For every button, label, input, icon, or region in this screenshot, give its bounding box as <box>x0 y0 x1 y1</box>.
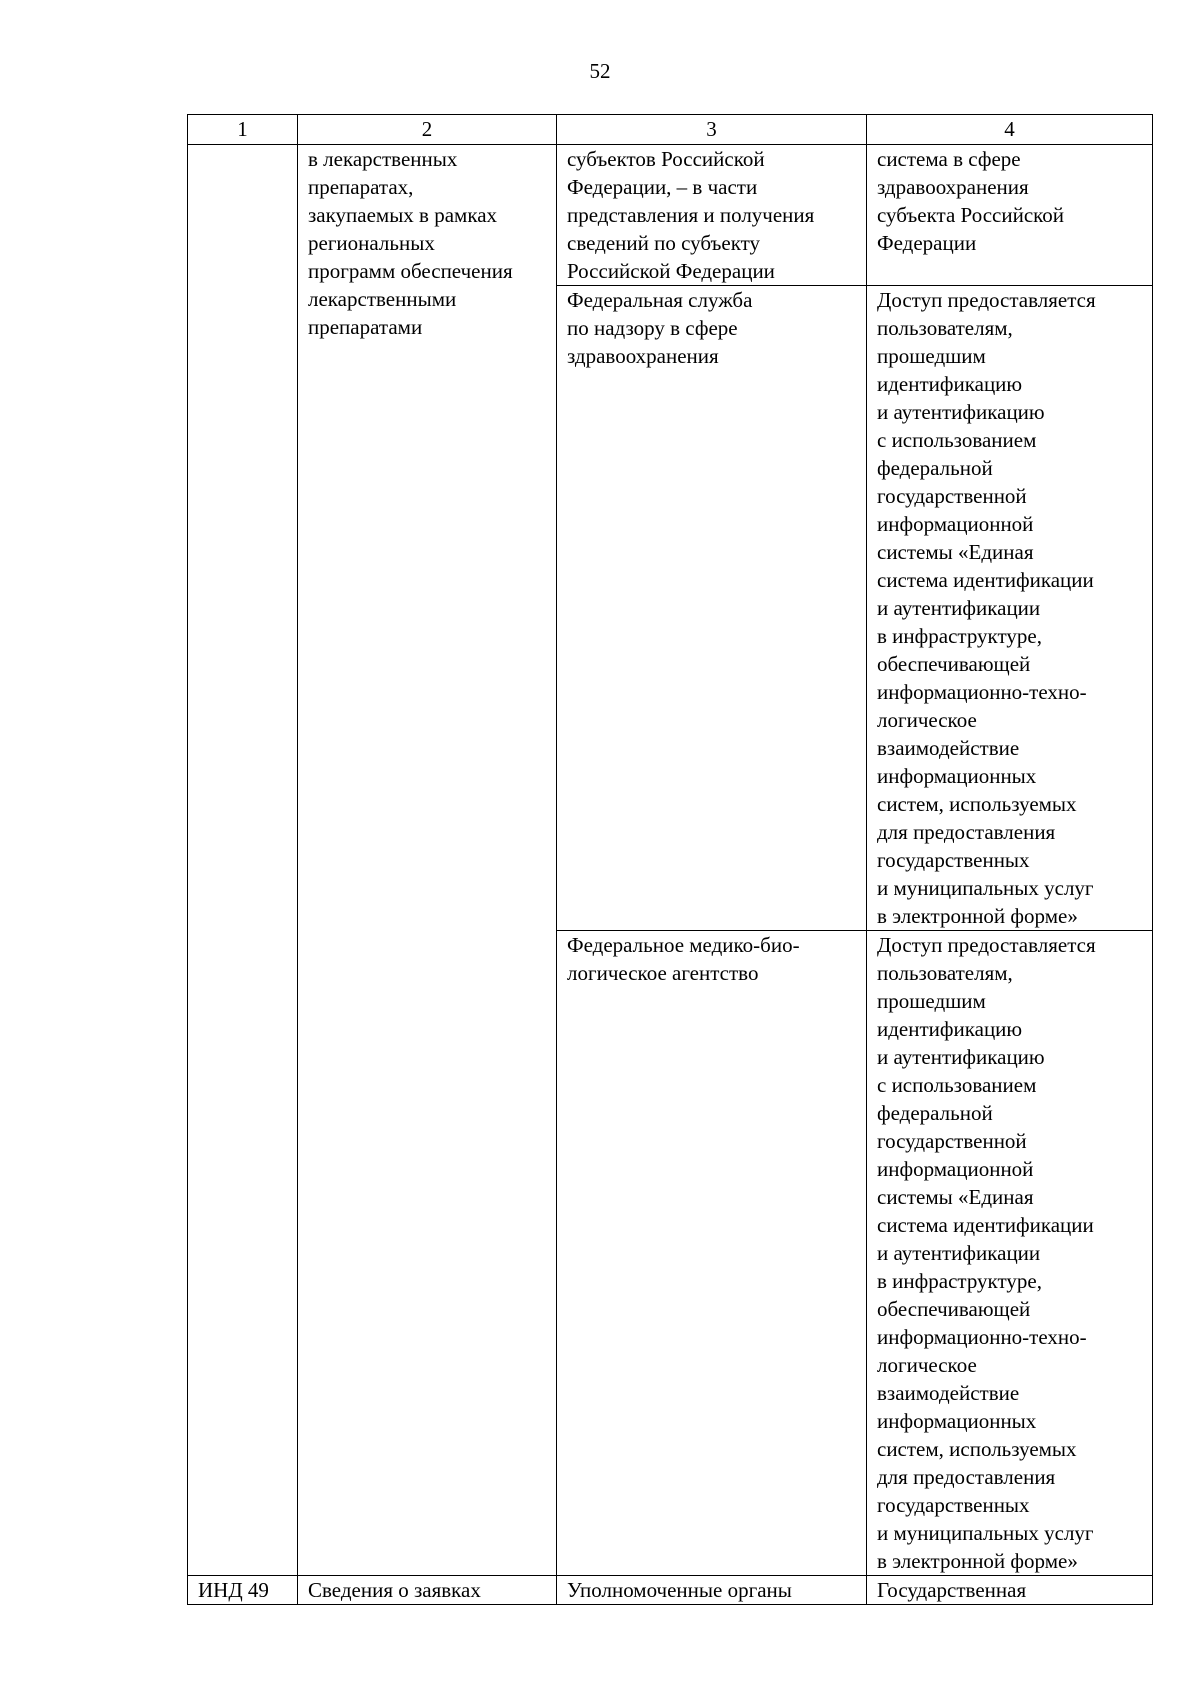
cell-text: Уполномоченные органы <box>567 1578 792 1602</box>
table-cell <box>867 1576 1153 1605</box>
column-header: 1 <box>188 115 298 145</box>
cell-text: субъектов Российской Федерации, – в части представления и получения сведений по субъекту Российской Федерации <box>567 147 815 283</box>
table-cell <box>557 931 867 1576</box>
table-cell <box>188 1576 298 1605</box>
table-header-row <box>188 115 1153 145</box>
page-number: 52 <box>589 59 611 83</box>
table-row <box>188 145 1153 286</box>
table-cell <box>867 286 1153 931</box>
table-cell <box>188 145 298 1576</box>
table-cell <box>557 145 867 286</box>
column-header: 4 <box>867 115 1153 145</box>
cell-text: Доступ предоставляется пользователям, прошедшим идентификацию и аутентификацию с использованием федеральной государственной информационной системы «Единая система идентификации и аутентификации в инфраструктуре, обеспечивающей информационно-техно- логическое взаимодействие информационных систем, используемых для предоставления государственных и муниципальных услуг в электронной форме» <box>877 288 1096 928</box>
data-table <box>187 114 1153 1605</box>
table-cell <box>867 931 1153 1576</box>
table-row <box>188 1576 1153 1605</box>
table-cell <box>867 145 1153 286</box>
table-cell <box>298 145 557 1576</box>
cell-text: Федеральная служба по надзору в сфере здравоохранения <box>567 288 753 368</box>
cell-text: в лекарственных препаратах, закупаемых в рамках региональных программ обеспечения лекарственными препаратами <box>308 147 513 339</box>
column-header: 2 <box>298 115 557 145</box>
cell-text: Сведения о заявках <box>308 1578 481 1602</box>
table-cell <box>557 286 867 931</box>
cell-text: Государственная <box>877 1578 1027 1602</box>
column-header: 3 <box>557 115 867 145</box>
cell-text: ИНД 49 <box>198 1578 269 1602</box>
cell-text: Доступ предоставляется пользователям, прошедшим идентификацию и аутентификацию с использованием федеральной государственной информационной системы «Единая система идентификации и аутентификации в инфраструктуре, обеспечивающей информационно-техно- логическое взаимодействие информационных систем, используемых для предоставления государственных и муниципальных услуг в электронной форме» <box>877 933 1096 1573</box>
cell-text: Федеральное медико-био- логическое агентство <box>567 933 800 985</box>
table-cell <box>557 1576 867 1605</box>
table-cell <box>298 1576 557 1605</box>
cell-text: система в сфере здравоохранения субъекта Российской Федерации <box>877 147 1065 255</box>
